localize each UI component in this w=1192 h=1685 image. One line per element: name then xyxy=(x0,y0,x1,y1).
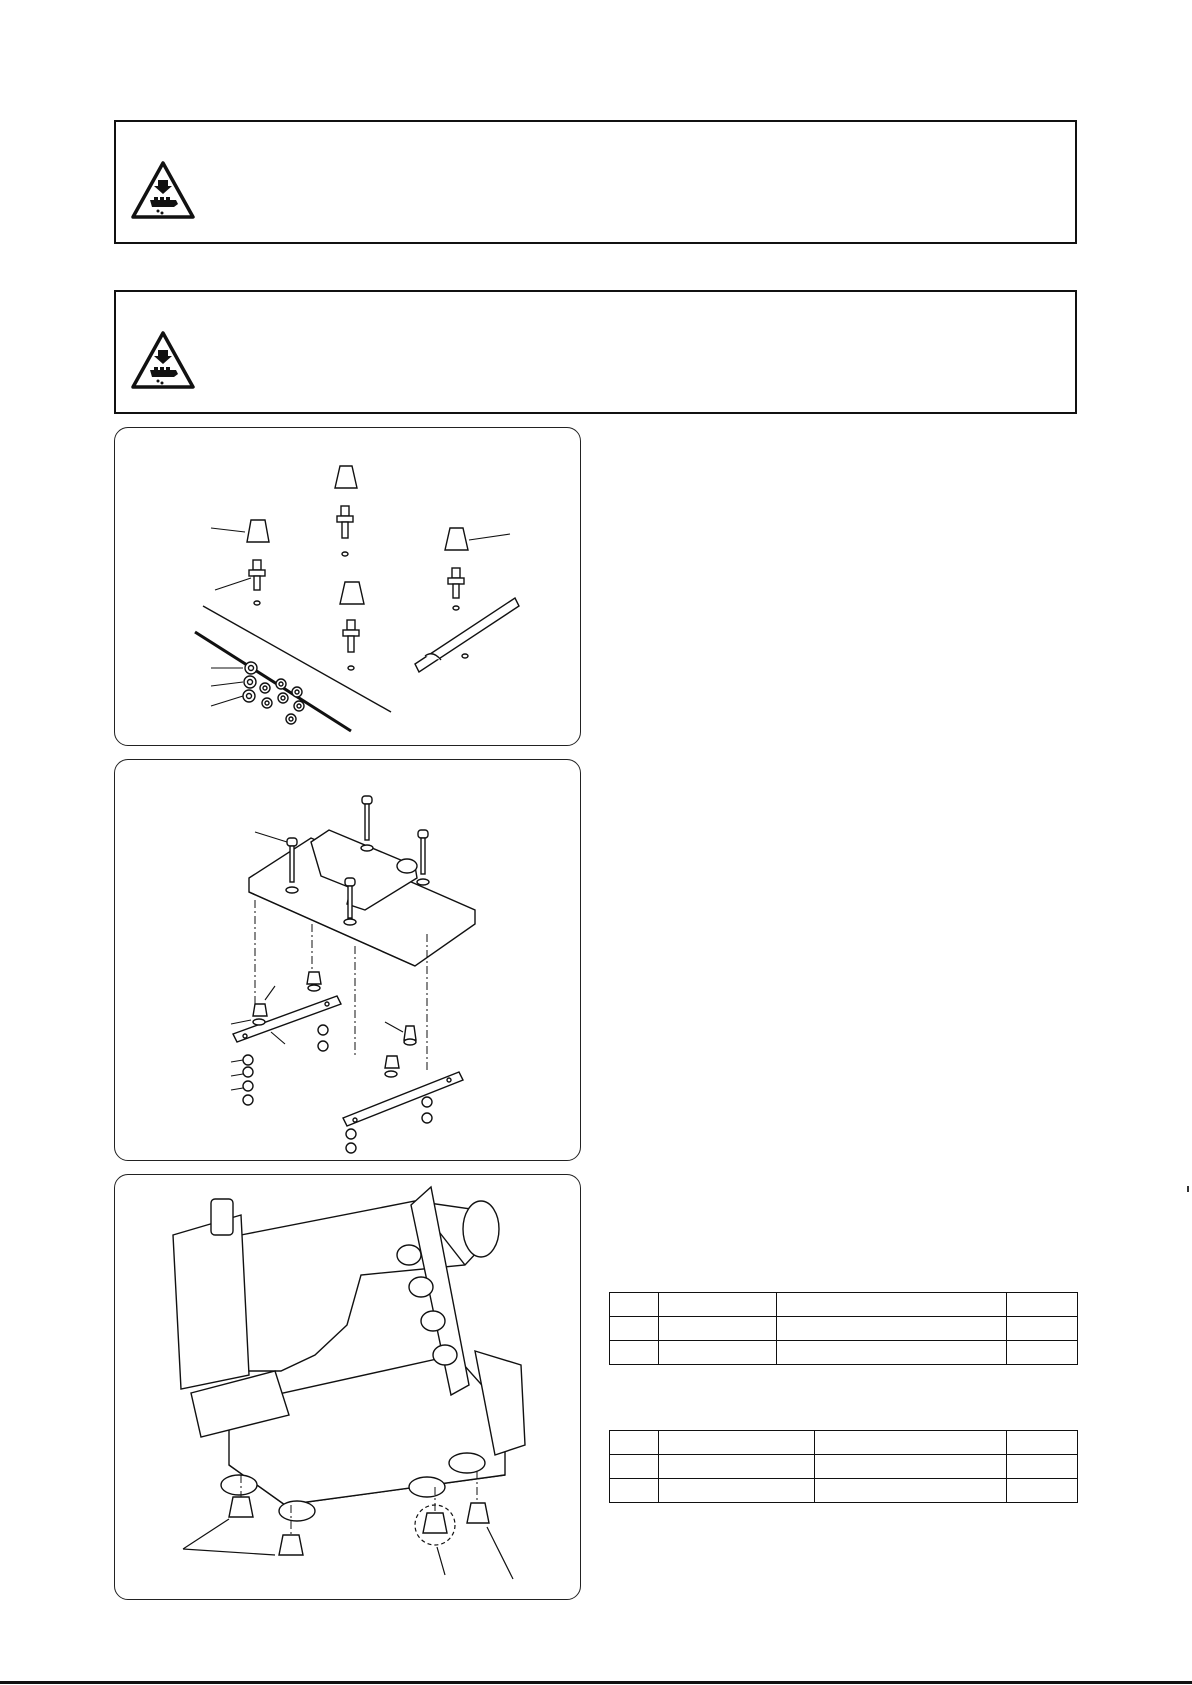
hand-crush-warning-icon xyxy=(130,160,196,220)
rubber-cushion-stud-exploded-figure xyxy=(115,428,581,746)
footer-rule xyxy=(0,1681,1192,1684)
table-row xyxy=(610,1455,1078,1479)
table-row xyxy=(610,1431,1078,1455)
sewing-machine-head-with-rubber-cushions-figure xyxy=(115,1175,581,1600)
figure-panel-1 xyxy=(114,427,581,746)
warning-box-1 xyxy=(114,120,1077,244)
hand-crush-warning-icon xyxy=(130,330,196,390)
table-row xyxy=(610,1293,1078,1317)
figure-panel-2 xyxy=(114,759,581,1161)
table-row xyxy=(610,1317,1078,1341)
table-row xyxy=(610,1479,1078,1503)
table-mounting-bracket-exploded-figure xyxy=(115,760,581,1161)
figure-panel-3 xyxy=(114,1174,581,1600)
spec-table-bottom xyxy=(609,1430,1078,1503)
warning-box-2 xyxy=(114,290,1077,414)
spec-table-top xyxy=(609,1292,1078,1365)
table-row xyxy=(610,1341,1078,1365)
edge-mark xyxy=(1187,1186,1189,1192)
